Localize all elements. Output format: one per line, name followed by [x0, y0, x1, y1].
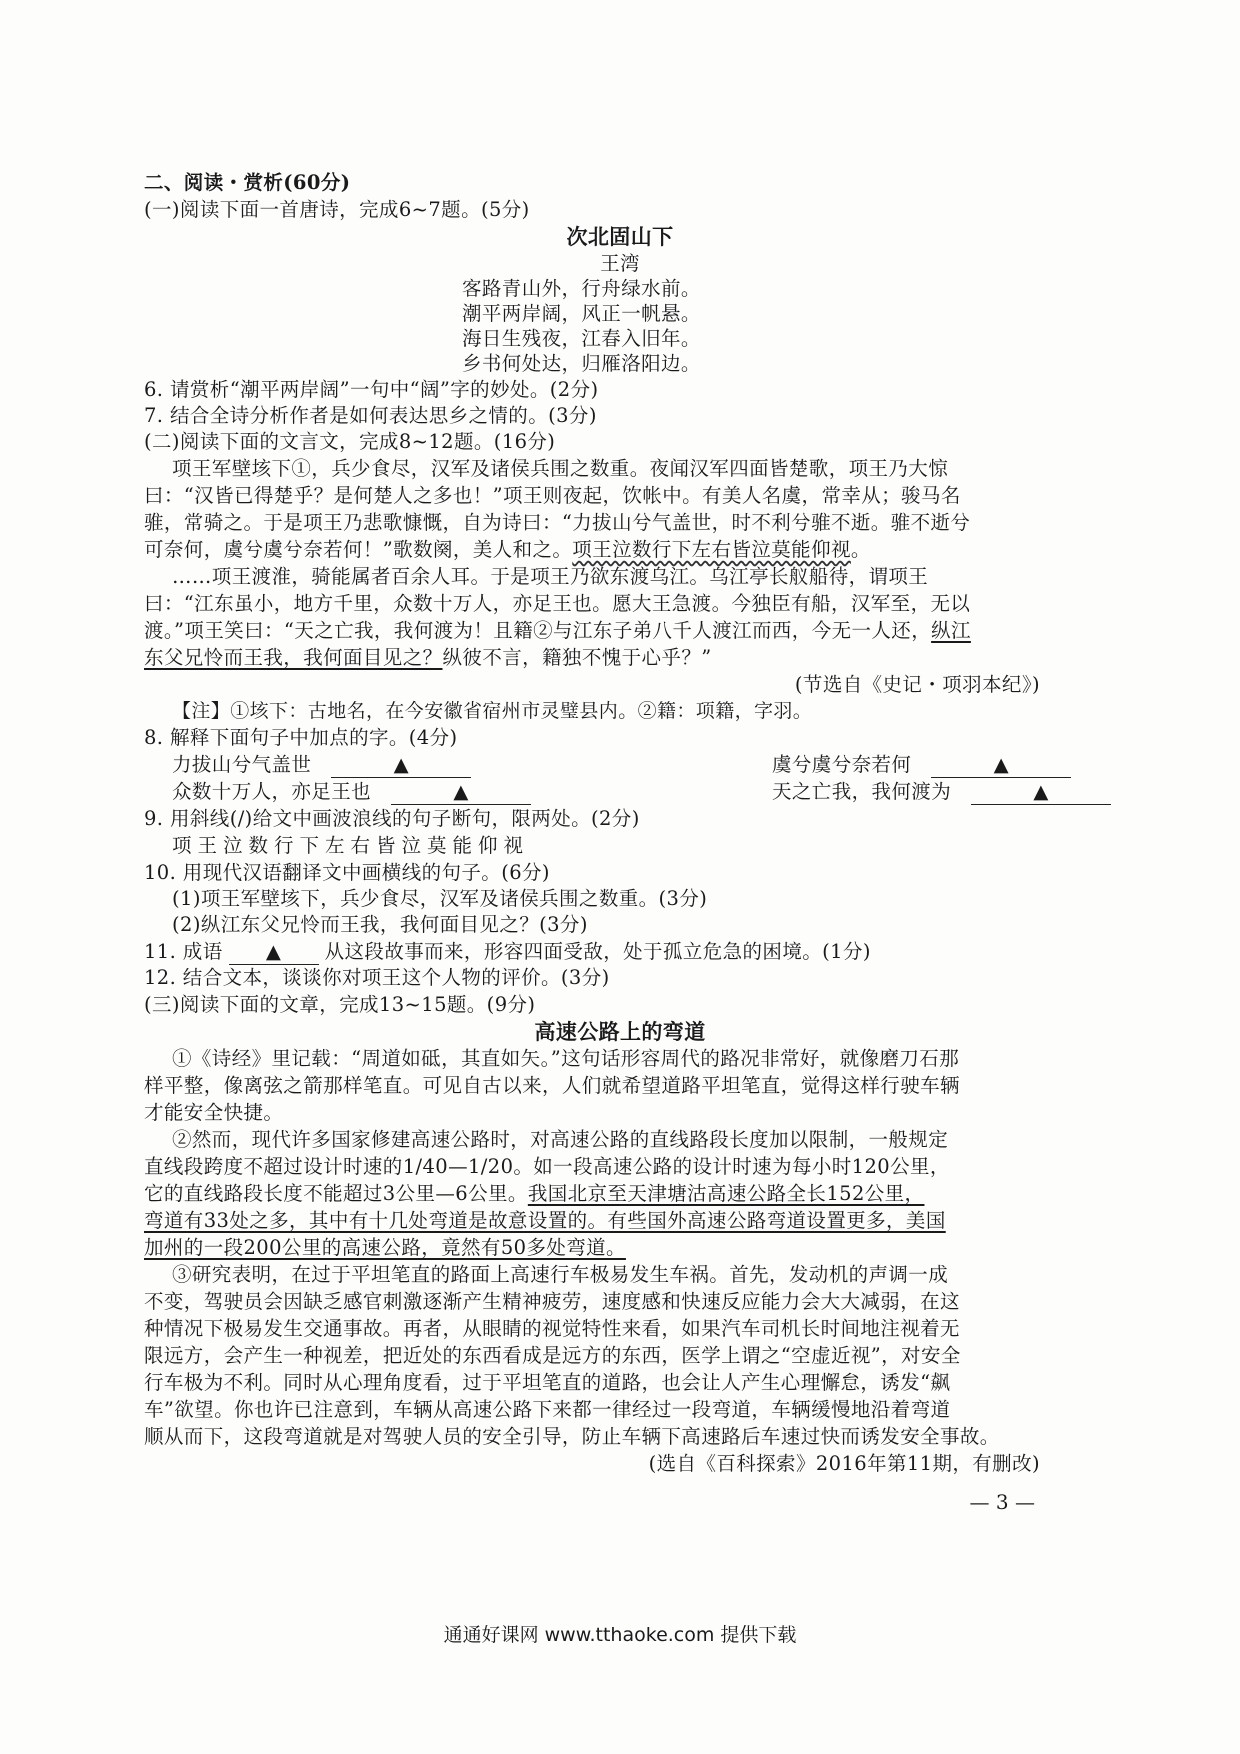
q11-prefix: 11. 成语 [144, 940, 223, 963]
article-line: 车”欲望。你也许已注意到，车辆从高速公路下来都一律经过一段弯道，车辆缓慢地沿着弯道 [144, 1398, 951, 1421]
article-line: 不变，驾驶员会因缺乏感官刺激逐渐产生精神疲劳，速度感和快速反应能力会大大减弱，在这 [144, 1290, 960, 1313]
text-span: 可奈何，虞兮虞兮奈若何！”歌数阕，美人和之。 [144, 538, 573, 561]
text-span: 。 [850, 538, 871, 561]
q8-item-col2 [772, 752, 1071, 778]
article-line: ③研究表明，在过于平坦笔直的路面上高速行车极易发生车祸。首先，发动机的声调一成 [172, 1263, 949, 1286]
question-8-stem: 8. 解释下面句子中加点的字。(4分) [144, 726, 458, 749]
article-line: 行车极为不利。同时从心理角度看，过于平坦笔直的道路，也会让人产生心理懈怠，诱发“飙 [144, 1371, 951, 1394]
article-line [144, 1208, 1044, 1233]
classical-text-line: 项王军壁垓下①，兵少食尽，汉军及诸侯兵围之数重。夜闻汉军四面皆楚歌，项王乃大惊 [172, 457, 949, 480]
q8-item: 天之亡我，我何渡为 [772, 780, 952, 803]
classical-text-line [144, 618, 1044, 643]
part3-intro: (三)阅读下面的文章，完成13~15题。(9分) [144, 993, 536, 1016]
text-span: 它的直线路段长度不能超过3公里—6公里。 [144, 1182, 528, 1205]
poem-line: 海日生残夜，江春入旧年。 [462, 327, 701, 350]
classical-text-line [144, 537, 1044, 562]
underlined-sentence: 东父兄怜而王我，我何面目见之？ [144, 646, 443, 669]
q8-item: 虞兮虞兮奈若何 [772, 753, 912, 776]
classical-text-line: 骓，常骑之。于是项王乃悲歌慷慨，自为诗曰：“力拔山兮气盖世，时不利兮骓不逝。骓不逝兮 [144, 511, 971, 534]
underlined-sentence: 弯道有33处之多，其中有十几处弯道是故意设置的。有些国外高速公路弯道设置更多，美国 [144, 1209, 946, 1232]
underlined-sentence: 纵江 [931, 619, 971, 642]
question-10-stem: 10. 用现代汉语翻译文中画横线的句子。(6分) [144, 861, 550, 884]
article-line: 顺从而下，这段弯道就是对驾驶人员的安全引导，防止车辆下高速路后车速过快而诱发安全事故。 [144, 1425, 1000, 1448]
footer-watermark: 通通好课网 www.tthaoke.com 提供下载 [443, 1624, 797, 1646]
article-source: (选自《百科探索》2016年第11期，有删改) [648, 1452, 1040, 1475]
poem-line: 客路青山外，行舟绿水前。 [462, 277, 701, 300]
classical-note: 【注】①垓下：古地名，在今安徽省宿州市灵璧县内。②籍：项籍，字羽。 [172, 700, 813, 722]
page-number: — 3 — [969, 1490, 1035, 1514]
question-10-item: (2)纵江东父兄怜而王我，我何面目见之？(3分) [172, 913, 588, 936]
answer-blank[interactable]: ▲ [229, 939, 319, 965]
answer-blank[interactable]: ▲ [971, 779, 1111, 805]
article-line: 限远方，会产生一种视差，把近处的东西看成是远方的东西，医学上谓之“空虚近视”，对安全 [144, 1344, 961, 1367]
classical-text-line: 曰：“江东虽小，地方千里，众数十万人，亦足王也。愿大王急渡。今独臣有船，汉军至，无以 [144, 592, 971, 615]
q8-item: 众数十万人，亦足王也 [172, 780, 372, 803]
answer-blank[interactable]: ▲ [931, 752, 1071, 778]
classical-source: (节选自《史记・项羽本纪》) [794, 673, 1040, 696]
question-11 [144, 939, 1044, 965]
section-title: 二、阅读・赏析(60分) [144, 171, 351, 194]
classical-text-line [144, 645, 1044, 670]
underlined-sentence: 我国北京至天津塘沽高速公路全长152公里， [527, 1182, 925, 1205]
question-10-item: (1)项王军壁垓下，兵少食尽，汉军及诸侯兵围之数重。(3分) [172, 887, 708, 910]
article-line: ②然而，现代许多国家修建高速公路时，对高速公路的直线路段长度加以限制，一般规定 [172, 1128, 949, 1151]
poem-line: 潮平两岸阔，风正一帆悬。 [462, 302, 701, 325]
article-line [144, 1181, 1044, 1206]
text-span: 渡。”项王笑曰：“天之亡我，我何渡为！且籍②与江东子弟八千人渡江而西，今无一人还， [144, 619, 932, 642]
part1-intro: (一)阅读下面一首唐诗，完成6~7题。(5分) [144, 198, 530, 221]
underlined-sentence: 加州的一段200公里的高速公路，竟然有50多处弯道。 [144, 1236, 626, 1259]
classical-text-line: 曰：“汉皆已得楚乎？是何楚人之多也！”项王则夜起，饮帐中。有美人名虞，常幸从；骏马名 [144, 484, 961, 507]
answer-blank[interactable]: ▲ [331, 752, 471, 778]
part2-intro: (二)阅读下面的文言文，完成8~12题。(16分) [144, 430, 556, 453]
classical-text-line: ……项王渡淮，骑能属者百余人耳。于是项王乃欲东渡乌江。乌江亭长舣船待，谓项王 [172, 565, 929, 588]
text-span: 纵彼不言，籍独不愧于心乎？” [442, 646, 712, 669]
question-9-sentence[interactable]: 项王泣数行下左右皆泣莫能仰视 [172, 834, 530, 857]
question-6: 6. 请赏析“潮平两岸阔”一句中“阔”字的妙处。(2分) [144, 378, 599, 401]
article-line: 样平整，像离弦之箭那样笔直。可见自古以来，人们就希望道路平坦笔直，觉得这样行驶车辆 [144, 1074, 960, 1097]
q8-item: 力拔山兮气盖世 [172, 753, 312, 776]
question-8-row [172, 752, 1072, 778]
question-12: 12. 结合文本，谈谈你对项王这个人物的评价。(3分) [144, 966, 610, 989]
poem-author: 王湾 [600, 252, 640, 275]
question-7: 7. 结合全诗分析作者是如何表达思乡之情的。(3分) [144, 404, 597, 427]
question-9-stem: 9. 用斜线(/)给文中画波浪线的句子断句，限两处。(2分) [144, 807, 640, 830]
wavy-underlined-sentence: 项王泣数行下左右皆泣莫能仰视 [572, 538, 851, 561]
poem-line: 乡书何处达，归雁洛阳边。 [462, 352, 701, 375]
article-line [144, 1235, 1044, 1260]
article-line: 才能安全快捷。 [144, 1101, 284, 1124]
q8-item-col2 [772, 779, 1111, 805]
q11-suffix: 从这段故事而来，形容四面受敌，处于孤立危急的困境。(1分) [324, 940, 871, 963]
article-title: 高速公路上的弯道 [534, 1019, 706, 1044]
answer-blank[interactable]: ▲ [391, 779, 531, 805]
poem-title: 次北固山下 [566, 224, 674, 249]
question-8-row [172, 779, 1072, 805]
article-line: 种情况下极易发生交通事故。再者，从眼睛的视觉特性来看，如果汽车司机长时间地注视着无 [144, 1317, 960, 1340]
article-line: ①《诗经》里记载：“周道如砥，其直如矢。”这句话形容周代的路况非常好，就像磨刀石那 [172, 1047, 960, 1070]
article-line: 直线段跨度不超过设计时速的1/40—1/20。如一段高速公路的设计时速为每小时120公里， [144, 1155, 950, 1178]
